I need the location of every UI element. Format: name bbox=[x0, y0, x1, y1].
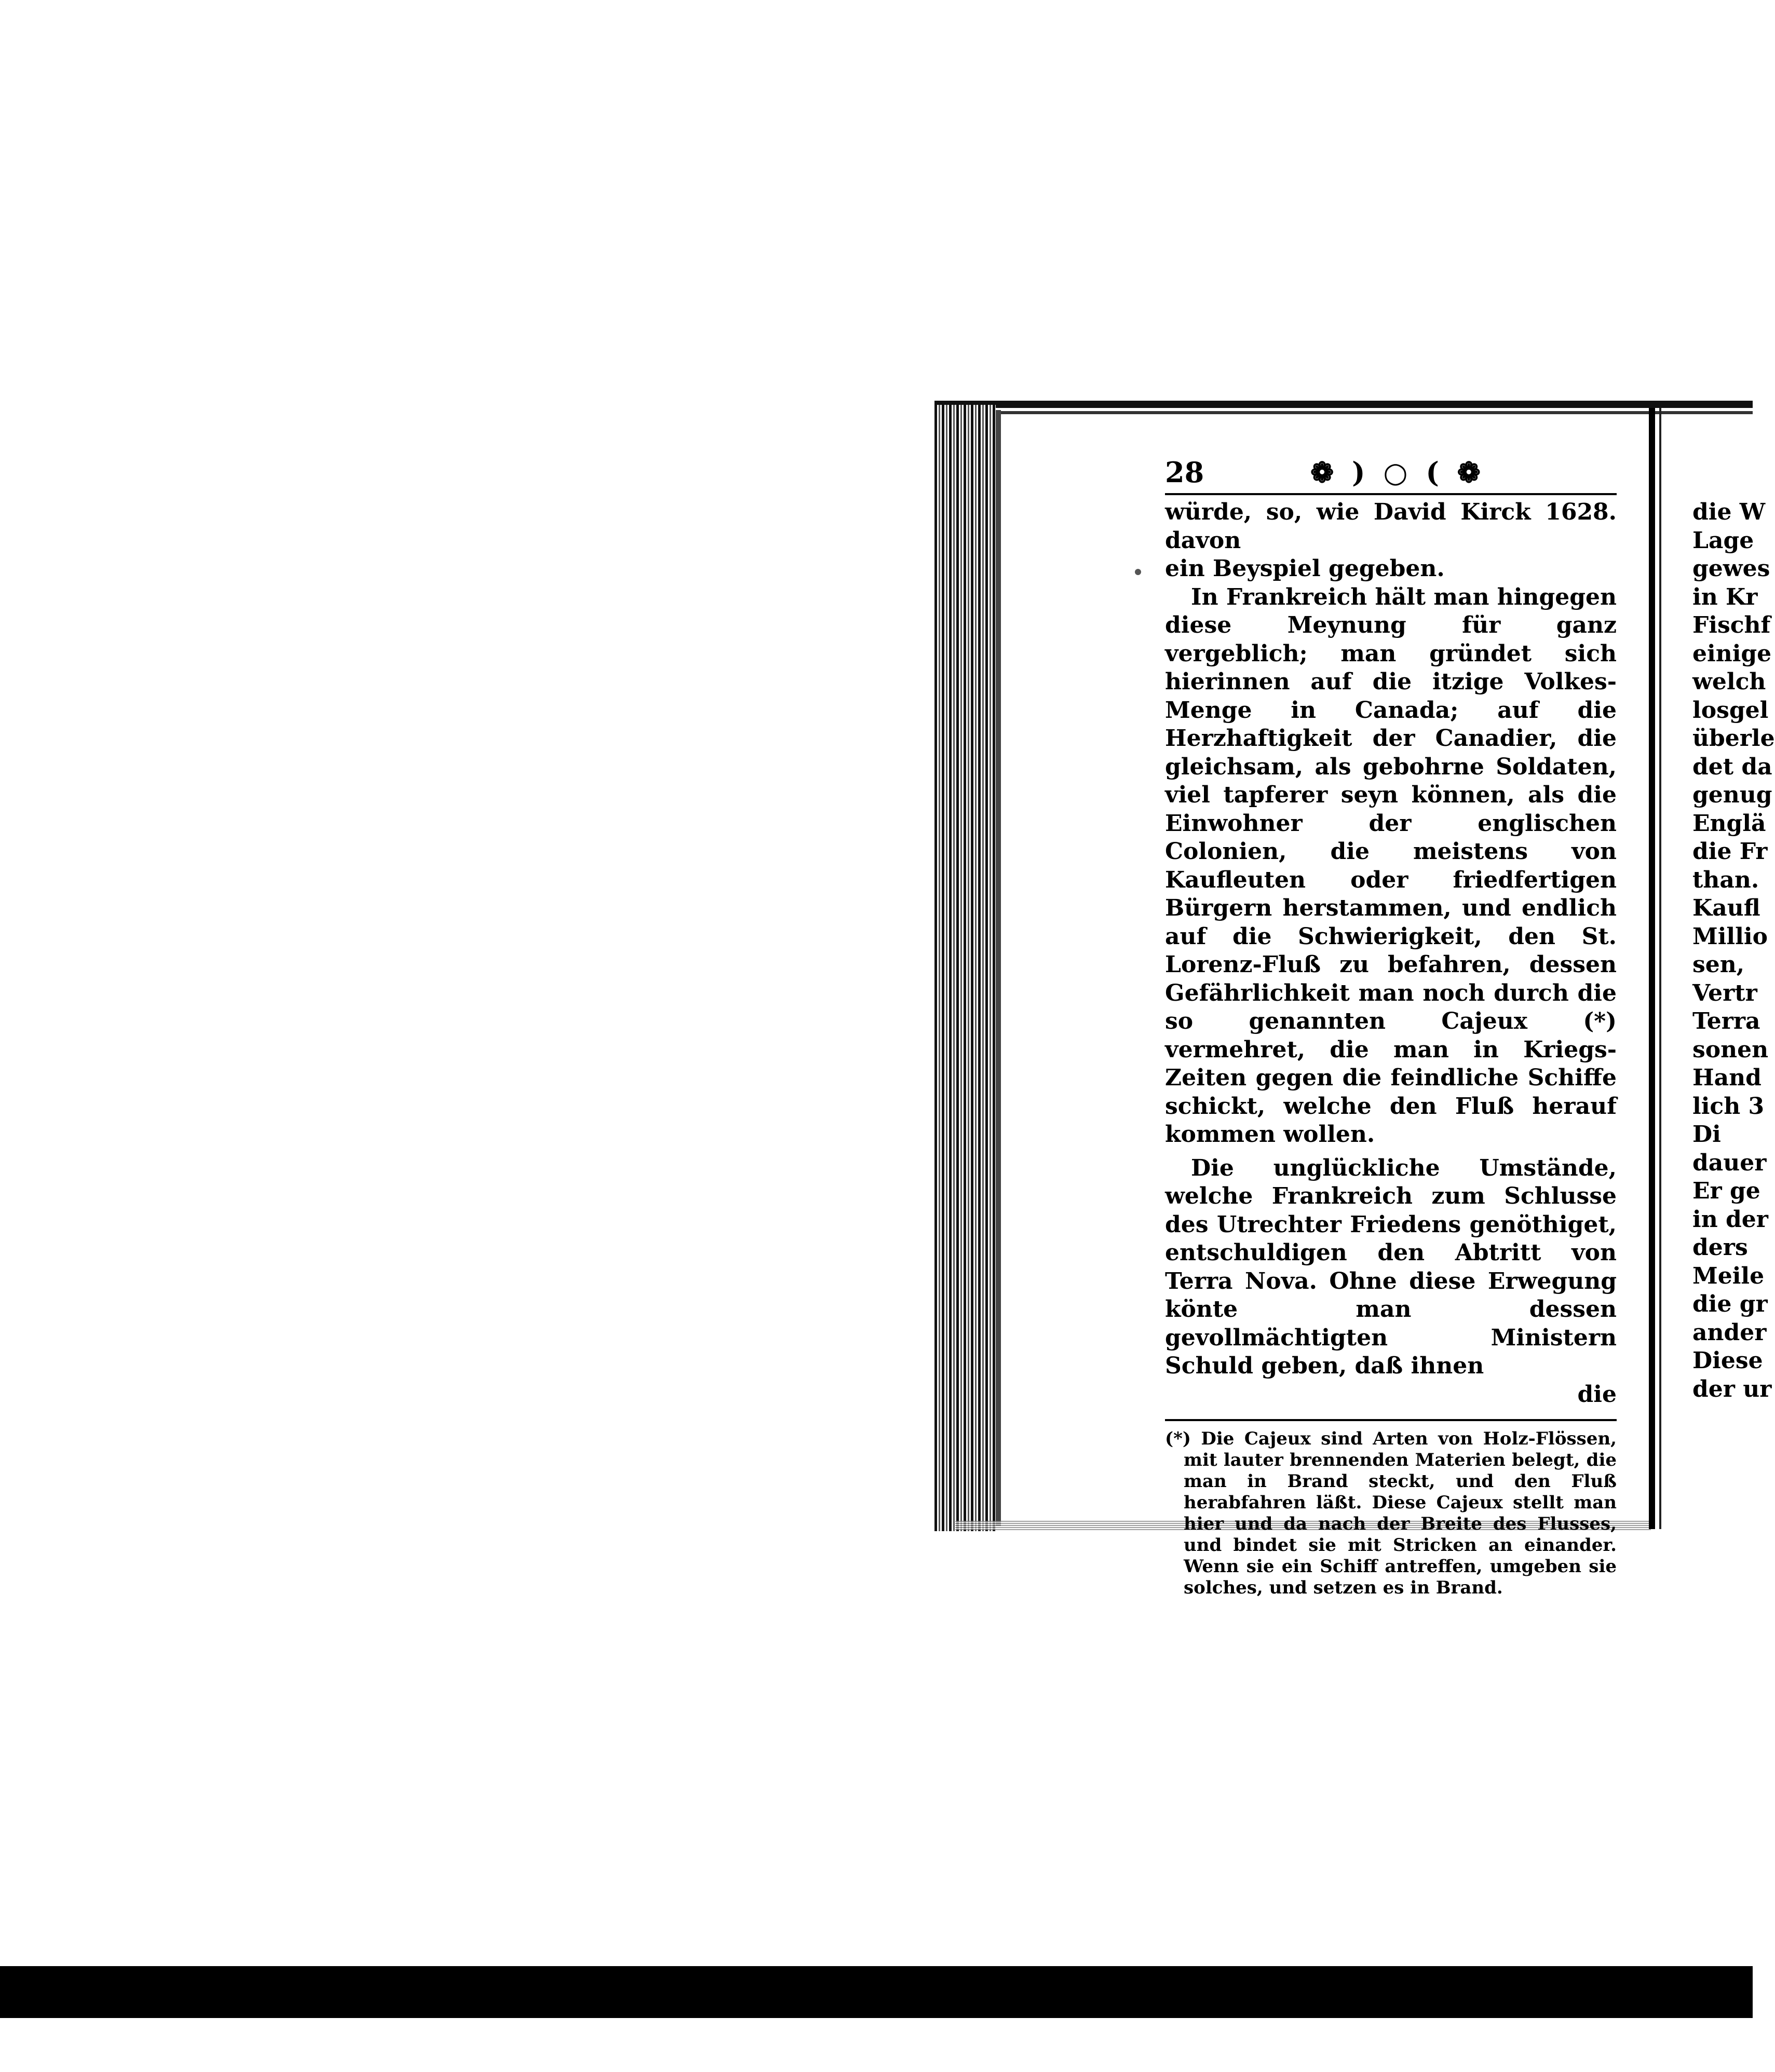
right-line: Er ge bbox=[1692, 1178, 1760, 1204]
right-line: Fischf bbox=[1692, 612, 1771, 638]
right-line: ders bbox=[1692, 1234, 1748, 1261]
book-top-edge-inner bbox=[941, 411, 1753, 414]
right-line: sen, bbox=[1692, 951, 1745, 978]
book-fore-edge bbox=[934, 405, 996, 1531]
body-line-1: würde, so, wie David Kirck 1628. davon bbox=[1165, 499, 1617, 554]
book-gutter-line bbox=[1659, 408, 1661, 1529]
right-line: Meile bbox=[1692, 1262, 1765, 1289]
right-line: Diese bbox=[1692, 1347, 1763, 1374]
page-number: 28 bbox=[1165, 456, 1204, 489]
right-line: Millio bbox=[1692, 923, 1768, 950]
book-top-edge bbox=[934, 401, 1753, 408]
right-line: lich 3 bbox=[1692, 1093, 1765, 1120]
right-line: die W bbox=[1692, 499, 1766, 525]
right-line: der ur bbox=[1692, 1375, 1772, 1402]
right-line: Terra bbox=[1692, 1008, 1760, 1034]
book-gutter bbox=[1649, 408, 1655, 1529]
right-line: überle bbox=[1692, 725, 1775, 752]
right-line: Hand bbox=[1692, 1065, 1762, 1091]
right-line: Kaufl bbox=[1692, 895, 1760, 921]
paragraph-umstaende: Die unglückliche Umstände, welche Frankreich zum Schlusse des Utrechter Friedens genöthiget, entschuldigen den Abtritt von Terra Nova. Ohne diese Erwegung könte man dessen gevollmächtigten Ministern Schuld geben, daß ihnen bbox=[1165, 1154, 1617, 1379]
right-line: welch bbox=[1692, 669, 1766, 695]
header-ornament: ❁ ) ○ ( ❁ bbox=[1310, 456, 1485, 489]
right-line: than. bbox=[1692, 866, 1759, 893]
right-line: Englä bbox=[1692, 810, 1766, 837]
right-line: sonen bbox=[1692, 1036, 1769, 1063]
right-line: losgel bbox=[1692, 697, 1769, 724]
right-line: einige bbox=[1692, 640, 1772, 667]
running-head bbox=[1165, 457, 1617, 498]
paper-speck bbox=[1135, 569, 1141, 575]
paragraph-frankreich: In Frankreich hält man hingegen diese Meynung für ganz vergeblich; man gründet sich hierinnen auf die itzige Volkes-Menge in Canada; auf die Herzhaftigkeit der Canadier, die gleichsam, als gebohrne Soldaten, viel tapferer seyn können, als die Einwohner der englischen Colonien, die meistens von Kaufleuten oder friedfertigen Bürgern herstammen, und endlich auf die Schwierigkeit, den St. Lorenz-Fluß zu befahren, dessen Gefährlichkeit man noch durch die so genannten Cajeux (*) vermehret, die man in Kriegs-Zeiten gegen die feindliche Schiffe schickt, welche den Fluß herauf kommen wollen. bbox=[1165, 583, 1617, 1148]
right-line: dauer bbox=[1692, 1149, 1767, 1176]
right-page-fragment bbox=[1692, 498, 1775, 1403]
scanner-bottom-band bbox=[0, 1966, 1753, 2018]
right-line: Lage bbox=[1692, 527, 1754, 554]
body-text bbox=[1165, 498, 1617, 1409]
right-line: Di bbox=[1692, 1121, 1721, 1148]
book-fore-edge-shade bbox=[996, 410, 1001, 1526]
body-line-2: ein Beyspiel gegeben. bbox=[1165, 555, 1445, 582]
left-page bbox=[1165, 457, 1617, 1599]
right-line: die Fr bbox=[1692, 838, 1768, 865]
right-line: gewes bbox=[1692, 555, 1770, 582]
right-line: ander bbox=[1692, 1319, 1767, 1346]
right-line: genug bbox=[1692, 782, 1772, 808]
right-line: Vertr bbox=[1692, 979, 1757, 1006]
header-rule bbox=[1165, 493, 1617, 495]
footnote-rule bbox=[1165, 1419, 1617, 1421]
footnote: (*) Die Cajeux sind Arten von Holz-Flössen, mit lauter brennenden Materien belegt, die man in Brand steckt, und den Fluß herabfahren läßt. Diese Cajeux stellt man hier und da nach der Breite des Flusses, und bindet sie mit Stricken an einander. Wenn sie ein Schiff antreffen, umgeben sie solches, und setzen es in Brand. bbox=[1165, 1428, 1617, 1598]
catchword: die bbox=[1577, 1381, 1617, 1408]
right-line: in Kr bbox=[1692, 583, 1758, 610]
right-line: die gr bbox=[1692, 1291, 1768, 1317]
right-line: in der bbox=[1692, 1206, 1768, 1233]
right-line: det da bbox=[1692, 753, 1772, 780]
